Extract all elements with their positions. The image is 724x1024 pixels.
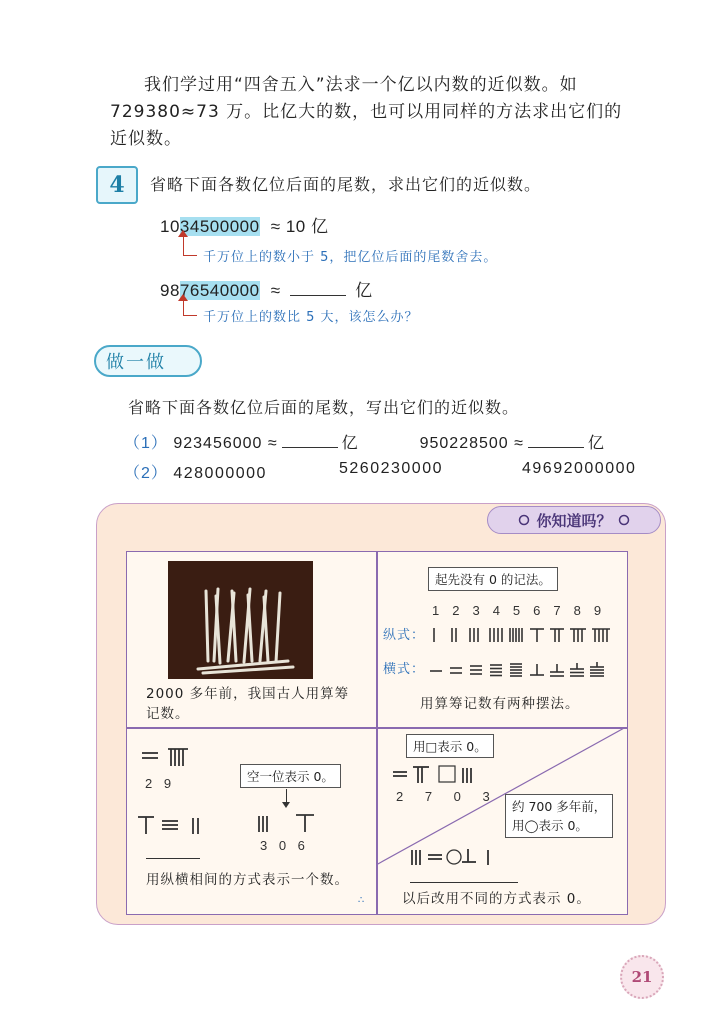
example-title: 省略下面各数亿位后面的尾数，求出它们的近似数。 (150, 175, 542, 194)
cell3-box: 空一位表示 0。 (240, 764, 341, 788)
counting-rods-photo (168, 561, 313, 679)
arrowhead-icon (178, 230, 188, 237)
q1-label: （1） (124, 435, 168, 452)
intro-line-1: 我们学过用“四舍五入”法求一个亿以内数的近似数。如 (144, 75, 578, 95)
cell2-digits: 123456789 (432, 603, 615, 618)
vertical-rods-icon (430, 626, 615, 644)
note-2: 千万位上的数比 5 大，该怎么办？ (203, 310, 419, 325)
q2-label: （2） (124, 465, 168, 482)
ring-icon (618, 514, 630, 526)
practice-label-bubble (94, 345, 202, 377)
q1-a-blank[interactable] (282, 433, 338, 448)
cell3-caption: 用纵横相间的方式表示一个数。 (146, 872, 349, 888)
cell1-caption: 2000 多年前，我国古人用算筹记数。 (146, 686, 350, 722)
practice-q2 (124, 460, 669, 483)
horizontal-rods-icon (430, 662, 615, 678)
cell2-caption: 用算筹记数有两种摆法。 (420, 696, 580, 712)
rods-circle-zero-icon (410, 846, 500, 868)
q1-b-blank[interactable] (528, 433, 584, 448)
cell4-digits: 2 7 0 3 (396, 789, 499, 804)
page-number: 21 (631, 968, 653, 986)
ring-icon (518, 514, 530, 526)
q1-b-unit: 亿 (587, 435, 605, 452)
cell3-arrow (286, 789, 287, 803)
cell4-box-2-line-1: 约 700 多年前， (512, 799, 607, 814)
cell4-box-2 (505, 794, 613, 838)
approx-sign: ≈ (270, 281, 281, 300)
vertical-form-label: 纵式： (383, 628, 426, 643)
horizontal-form-label: 横式： (383, 662, 426, 677)
q2-b: 5260230000 (339, 460, 443, 477)
note-arrow-1 (183, 234, 184, 256)
rods-2703-icon (393, 764, 483, 786)
example-row-2 (160, 276, 373, 301)
arrow-down-icon (282, 802, 290, 808)
number-highlight: 34500000 (179, 217, 260, 236)
q1-b: 950228500 ≈ (419, 435, 524, 452)
did-you-know-title: 你知道吗？ (536, 511, 612, 530)
cell4-box-1: 用□表示 0。 (406, 734, 494, 758)
cell2-box: 起先没有 0 的记法。 (428, 567, 558, 591)
example-number-badge (96, 166, 138, 204)
intro-paragraph (110, 72, 670, 153)
q1-a: 923456000 ≈ (173, 435, 278, 452)
number-prefix: 98 (160, 281, 180, 300)
dots-icon: ∴ (358, 895, 365, 906)
cell4-caption: 以后改用不同的方式表示 0。 (402, 891, 591, 907)
cell3-digits-b: 3 0 6 (260, 838, 309, 853)
underline (410, 882, 518, 883)
note-1: 千万位上的数小于 5，把亿位后面的尾数舍去。 (203, 250, 498, 265)
number-prefix: 10 (160, 217, 180, 236)
practice-label: 做一做 (106, 352, 166, 373)
arrowhead-icon (178, 294, 188, 301)
answer-blank[interactable] (290, 281, 346, 296)
number-highlight: 76540000 (179, 281, 260, 300)
did-you-know-tag (487, 506, 661, 534)
rods-306-icon (256, 812, 322, 834)
rods-example-icon (138, 814, 208, 836)
intro-line-3: 近似数。 (110, 129, 182, 149)
note-connector-1 (183, 255, 197, 256)
rods-29-icon (142, 746, 192, 768)
cell4-box-2-line-2: 用◯表示 0。 (512, 818, 588, 833)
practice-instruction: 省略下面各数亿位后面的尾数，写出它们的近似数。 (128, 398, 520, 417)
q2-a: 428000000 (173, 465, 267, 482)
cell3-digits-a: 2 9 (145, 776, 176, 791)
underline (146, 858, 200, 859)
approx-result: ≈ 10 亿 (270, 217, 329, 236)
unit: 亿 (355, 281, 373, 300)
note-connector-2 (183, 315, 197, 316)
intro-line-2: 729380≈73 万。比亿大的数，也可以用同样的方法求出它们的 (110, 102, 623, 122)
example-number: 4 (109, 172, 125, 198)
practice-q1 (124, 430, 664, 453)
page-number-badge (620, 955, 664, 999)
q1-a-unit: 亿 (341, 435, 359, 452)
q2-c: 49692000000 (522, 460, 637, 477)
counting-rods-image (168, 561, 313, 679)
